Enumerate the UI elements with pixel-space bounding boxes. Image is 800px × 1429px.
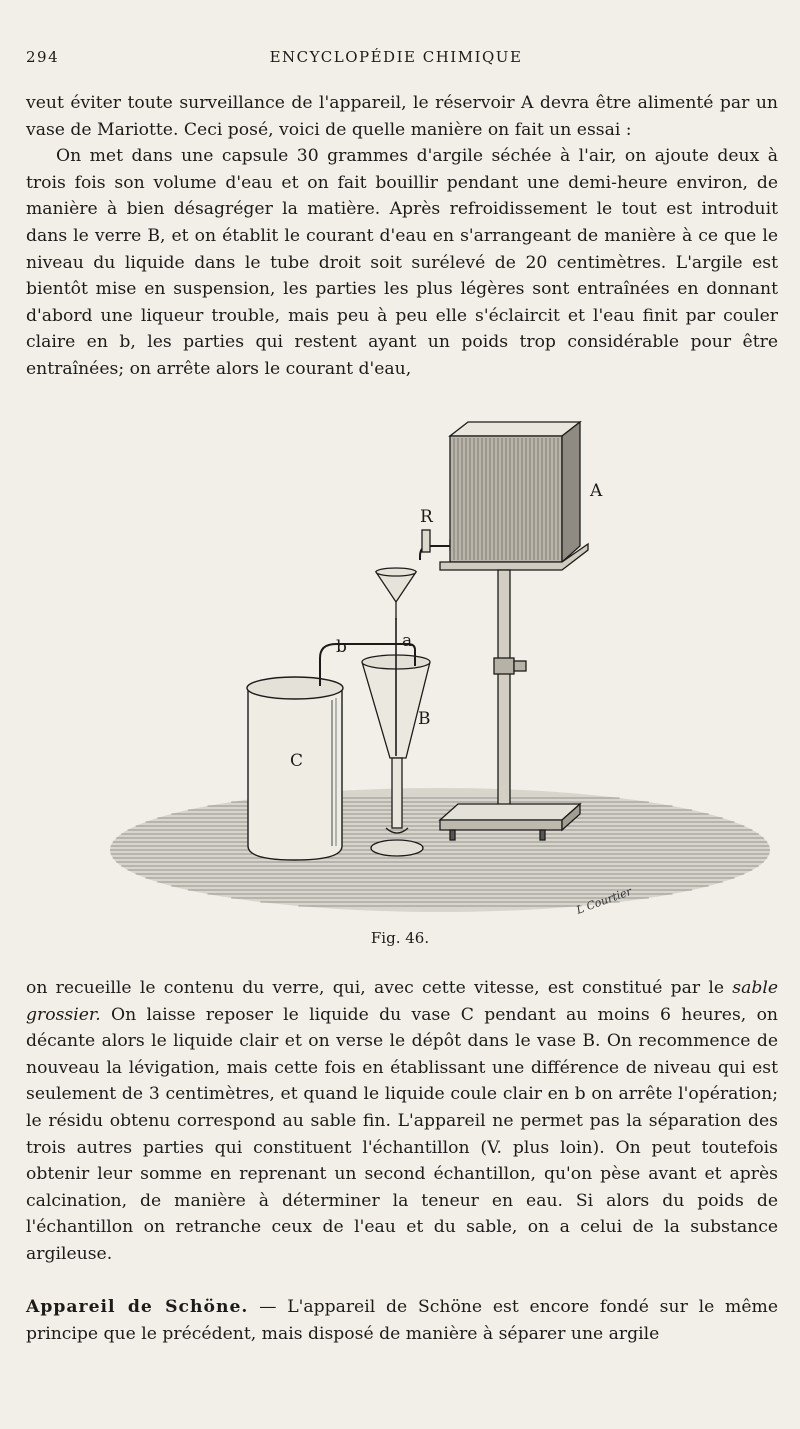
section-title: Appareil de Schöne. — [26, 1297, 249, 1317]
funnel — [376, 568, 416, 620]
section-paragraph — [26, 1294, 778, 1347]
label-c-beaker: C — [290, 751, 304, 771]
figure-46-illustration — [110, 418, 790, 938]
paragraph — [26, 975, 778, 1268]
page-header — [26, 48, 766, 74]
paragraph: On met dans une capsule 30 grammes d'argile séchée à l'air, on ajoute deux à trois fois son volume d'eau et on fait bouillir pendant une demi-heure environ, de manière à bien désagréger la matière. Après refroidissement le tout est introduit dans le verre B, et on établit le courant d'eau en s'arrangeant de manière à ce que le niveau du liquide dans le tube droit soit surélevé de 20 centimètres. L'argile est bientôt mise en suspension, les parties les plus légères sont entraînées en donnant d'abord une liqueur trouble, mais peu à peu elle s'éclaircit et l'eau finit par couler claire en b, les parties qui restent ayant un poids trop considérable pour être entraînées; on arrête alors le courant d'eau, — [26, 146, 778, 379]
running-title: ENCYCLOPÉDIE CHIMIQUE — [269, 48, 523, 66]
label-b-siphon: b — [336, 637, 347, 657]
text-span: on recueille le contenu du verre, qui, avec cette vitesse, est constitué par le — [26, 978, 733, 998]
engraver-signature: L Courtier — [574, 884, 634, 917]
figure-caption: Fig. 46. — [370, 929, 430, 947]
reservoir-a — [440, 422, 588, 570]
paragraph: veut éviter toute surveillance de l'appareil, le réservoir A devra être alimenté par un vase de Mariotte. Ceci posé, voici de quelle manière on fait un essai : — [26, 93, 778, 140]
page-number: 294 — [26, 48, 60, 66]
label-b-glass: B — [418, 709, 431, 729]
label-a-tube: a — [402, 631, 413, 651]
label-r-tap: R — [420, 507, 433, 527]
emphasis-text: sable grossier. — [26, 978, 778, 1025]
section-text: — L'appareil de Schöne est encore fondé sur le même principe que le précédent, mais disposé de manière à séparer une argile — [26, 1297, 778, 1344]
label-a-reservoir: A — [590, 481, 603, 501]
text-block-bottom — [26, 975, 778, 1268]
ground-hatching — [110, 788, 770, 912]
text-span: On laisse reposer le liquide du vase C pendant au moins 6 heures, on décante alors le liquide clair et on verse le dépôt dans le vase B. On recommence de nouveau la lévigation, mais cette fois en établissant une différence de niveau qui est seulement de 3 centimètres, et quand le liquide coule clair en b on arrête l'opération; le résidu obtenu correspond au sable fin. L'appareil ne permet pas la séparation des trois autres parties qui constituent l'échantillon (V. plus loin). On peut toutefois obtenir leur somme en reprenant un second échantillon, qu'on pèse avant et après calcination, de manière à déterminer la teneur en eau. Si alors du poids de l'échantillon on retranche ceux de l'eau et du sable, on a celui de la substance argileuse. — [26, 1004, 778, 1264]
text-block-top — [26, 90, 778, 383]
